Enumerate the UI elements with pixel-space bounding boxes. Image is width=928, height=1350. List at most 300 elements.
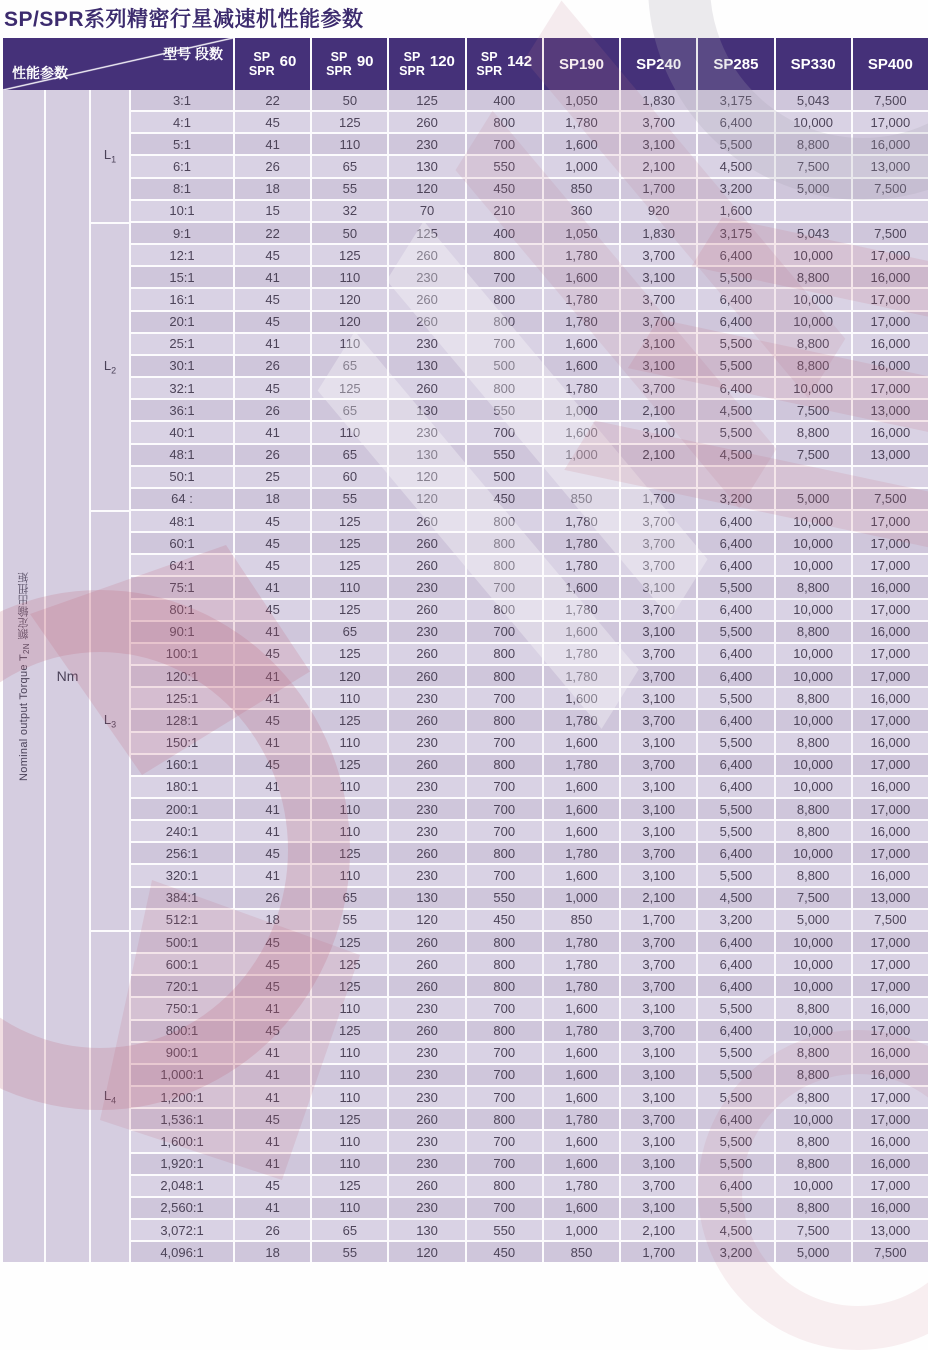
column-header-label: SP190 — [558, 55, 604, 73]
value-cell: 5,500 — [696, 1198, 773, 1218]
value-cell: 8,800 — [774, 422, 851, 442]
table-row — [131, 487, 928, 509]
value-cell: 110 — [310, 865, 387, 885]
value-cell: 800 — [465, 289, 542, 309]
value-cell: 260 — [387, 710, 464, 730]
value-cell: 45 — [233, 755, 310, 775]
value-cell: 3,700 — [619, 511, 696, 531]
value-cell: 700 — [465, 998, 542, 1018]
ratio-cell: 48:1 — [131, 511, 233, 531]
value-cell: 6,400 — [696, 976, 773, 996]
ratio-cell: 384:1 — [131, 888, 233, 908]
value-cell: 7,500 — [774, 156, 851, 176]
value-cell: 16,000 — [851, 334, 928, 354]
ratio-cell: 25:1 — [131, 334, 233, 354]
column-header-label: SP SPR 60 — [248, 49, 297, 78]
value-cell: 125 — [310, 1021, 387, 1041]
value-cell: 22 — [233, 90, 310, 110]
value-cell: 65 — [310, 1220, 387, 1240]
value-cell: 110 — [310, 733, 387, 753]
value-cell: 17,000 — [851, 799, 928, 819]
value-cell: 3,100 — [619, 799, 696, 819]
value-cell: 17,000 — [851, 644, 928, 664]
value-cell: 7,500 — [774, 445, 851, 465]
value-cell: 1,600 — [542, 1087, 619, 1107]
value-cell: 1,600 — [542, 733, 619, 753]
value-cell: 1,600 — [542, 134, 619, 154]
value-cell: 1,050 — [542, 223, 619, 243]
value-cell: 22 — [233, 223, 310, 243]
value-cell: 1,600 — [542, 865, 619, 885]
table-row — [131, 509, 928, 531]
page-title: SP/SPR系列精密行星减速机性能参数 — [4, 8, 364, 31]
value-cell: 110 — [310, 334, 387, 354]
table-row — [131, 930, 928, 952]
value-cell: 550 — [465, 888, 542, 908]
value-cell: 5,500 — [696, 622, 773, 642]
value-cell: 5,500 — [696, 733, 773, 753]
value-cell: 18 — [233, 179, 310, 199]
value-cell: 1,780 — [542, 378, 619, 398]
column-header — [542, 38, 619, 90]
value-cell: 700 — [465, 821, 542, 841]
value-cell: 110 — [310, 134, 387, 154]
stage-group-label: $L_3$ — [91, 510, 129, 930]
ratio-cell: 200:1 — [131, 799, 233, 819]
value-cell: 8,800 — [774, 1154, 851, 1174]
value-cell: 1,780 — [542, 600, 619, 620]
value-cell: 45 — [233, 644, 310, 664]
value-cell: 260 — [387, 1021, 464, 1041]
table-row — [131, 376, 928, 398]
value-cell: 5,500 — [696, 799, 773, 819]
value-cell: 1,600 — [542, 777, 619, 797]
value-cell: 110 — [310, 1154, 387, 1174]
value-cell: 550 — [465, 1220, 542, 1240]
value-cell: 230 — [387, 1154, 464, 1174]
value-cell — [851, 467, 928, 487]
table-row — [131, 686, 928, 708]
value-cell: 10,000 — [774, 245, 851, 265]
value-cell: 18 — [233, 489, 310, 509]
value-cell: 1,600 — [542, 1198, 619, 1218]
ratio-cell: 32:1 — [131, 378, 233, 398]
value-cell: 41 — [233, 1131, 310, 1151]
value-cell: 5,500 — [696, 334, 773, 354]
value-cell: 1,600 — [542, 1065, 619, 1085]
value-cell: 45 — [233, 843, 310, 863]
value-cell: 1,780 — [542, 976, 619, 996]
value-cell: 6,400 — [696, 710, 773, 730]
value-cell: 60 — [310, 467, 387, 487]
value-cell: 3,100 — [619, 267, 696, 287]
value-cell: 41 — [233, 267, 310, 287]
value-cell: 230 — [387, 821, 464, 841]
value-cell: 800 — [465, 245, 542, 265]
value-cell: 125 — [310, 976, 387, 996]
value-cell: 6,400 — [696, 666, 773, 686]
value-cell: 120 — [310, 666, 387, 686]
value-cell: 800 — [465, 533, 542, 553]
value-cell: 17,000 — [851, 1087, 928, 1107]
value-cell: 3,700 — [619, 600, 696, 620]
value-cell: 110 — [310, 1065, 387, 1085]
value-cell: 4,500 — [696, 888, 773, 908]
value-cell: 3,700 — [619, 755, 696, 775]
ratio-cell: 12:1 — [131, 245, 233, 265]
value-cell: 65 — [310, 400, 387, 420]
value-cell: 3,700 — [619, 112, 696, 132]
value-cell: 1,000 — [542, 156, 619, 176]
value-cell: 45 — [233, 245, 310, 265]
value-cell: 125 — [310, 1109, 387, 1129]
value-cell: 700 — [465, 334, 542, 354]
value-cell: 8,800 — [774, 334, 851, 354]
value-cell: 230 — [387, 1087, 464, 1107]
value-cell: 3,100 — [619, 356, 696, 376]
value-cell: 700 — [465, 777, 542, 797]
value-cell: 3,700 — [619, 289, 696, 309]
table-row — [131, 1196, 928, 1218]
ratio-cell: 1,536:1 — [131, 1109, 233, 1129]
value-cell: 3,175 — [696, 90, 773, 110]
value-cell: 3,200 — [696, 489, 773, 509]
value-cell: 1,830 — [619, 90, 696, 110]
value-cell: 260 — [387, 600, 464, 620]
value-cell: 8,800 — [774, 267, 851, 287]
value-cell: 3,700 — [619, 555, 696, 575]
value-cell: 41 — [233, 334, 310, 354]
value-cell: 2,100 — [619, 445, 696, 465]
value-cell: 230 — [387, 622, 464, 642]
ratio-cell: 1,000:1 — [131, 1065, 233, 1085]
table-row — [131, 1240, 928, 1262]
value-cell: 17,000 — [851, 710, 928, 730]
value-cell: 5,500 — [696, 1065, 773, 1085]
value-cell: 17,000 — [851, 289, 928, 309]
value-cell: 5,500 — [696, 1131, 773, 1151]
column-header-label: SP SPR 142 — [476, 49, 533, 78]
ratio-cell: 100:1 — [131, 644, 233, 664]
value-cell: 17,000 — [851, 600, 928, 620]
value-cell: 3,100 — [619, 422, 696, 442]
value-cell: 3,700 — [619, 666, 696, 686]
value-cell: 130 — [387, 156, 464, 176]
value-cell: 8,800 — [774, 1043, 851, 1063]
value-cell: 230 — [387, 998, 464, 1018]
value-cell: 800 — [465, 710, 542, 730]
value-cell: 17,000 — [851, 1109, 928, 1129]
table-header — [3, 38, 928, 90]
value-cell: 260 — [387, 312, 464, 332]
value-cell: 1,780 — [542, 932, 619, 952]
value-cell: 700 — [465, 688, 542, 708]
value-cell: 120 — [387, 467, 464, 487]
table-row — [131, 1019, 928, 1041]
value-cell: 5,500 — [696, 577, 773, 597]
table-row — [131, 620, 928, 642]
value-cell: 8,800 — [774, 799, 851, 819]
column-header-label: SP240 — [636, 55, 682, 73]
value-cell: 70 — [387, 201, 464, 221]
value-cell: 260 — [387, 666, 464, 686]
value-cell: 5,000 — [774, 910, 851, 930]
value-cell: 800 — [465, 644, 542, 664]
value-cell: 7,500 — [774, 1220, 851, 1240]
value-cell — [851, 201, 928, 221]
value-cell: 5,500 — [696, 865, 773, 885]
stage-group-label: $L_2$ — [91, 222, 129, 510]
value-cell: 10,000 — [774, 312, 851, 332]
value-cell: 230 — [387, 334, 464, 354]
value-cell: 16,000 — [851, 1043, 928, 1063]
value-cell: 10,000 — [774, 777, 851, 797]
value-cell: 8,800 — [774, 1087, 851, 1107]
value-cell: 450 — [465, 179, 542, 199]
value-cell: 6,400 — [696, 1176, 773, 1196]
ratio-cell: 720:1 — [131, 976, 233, 996]
torque-label: Nominal output Torque $T_{2N}$ 额定输出扭矩 — [17, 571, 31, 781]
value-cell: 7,500 — [774, 888, 851, 908]
value-cell: 230 — [387, 1131, 464, 1151]
column-header — [387, 38, 464, 90]
value-cell: 41 — [233, 998, 310, 1018]
value-cell: 120 — [387, 1242, 464, 1262]
value-cell: 17,000 — [851, 378, 928, 398]
ratio-cell: 10:1 — [131, 201, 233, 221]
value-cell: 18 — [233, 910, 310, 930]
value-cell: 4,500 — [696, 156, 773, 176]
value-cell: 120 — [310, 289, 387, 309]
value-cell: 130 — [387, 400, 464, 420]
value-cell: 41 — [233, 865, 310, 885]
value-cell: 8,800 — [774, 577, 851, 597]
value-cell: 7,500 — [851, 223, 928, 243]
value-cell: 8,800 — [774, 1131, 851, 1151]
value-cell: 260 — [387, 112, 464, 132]
value-cell: 850 — [542, 910, 619, 930]
value-cell: 1,700 — [619, 910, 696, 930]
table-row — [131, 132, 928, 154]
value-cell: 13,000 — [851, 400, 928, 420]
value-cell: 260 — [387, 644, 464, 664]
value-cell: 45 — [233, 1109, 310, 1129]
value-cell: 110 — [310, 1087, 387, 1107]
value-cell: 1,780 — [542, 555, 619, 575]
value-cell: 850 — [542, 179, 619, 199]
value-cell: 8,800 — [774, 733, 851, 753]
ratio-cell: 6:1 — [131, 156, 233, 176]
value-cell: 800 — [465, 1021, 542, 1041]
table-row — [131, 575, 928, 597]
value-cell: 230 — [387, 1043, 464, 1063]
value-cell: 3,700 — [619, 533, 696, 553]
value-cell: 3,700 — [619, 976, 696, 996]
value-cell: 260 — [387, 378, 464, 398]
value-cell: 6,400 — [696, 843, 773, 863]
value-cell: 8,800 — [774, 821, 851, 841]
value-cell: 17,000 — [851, 511, 928, 531]
ratio-cell: 36:1 — [131, 400, 233, 420]
ratio-cell: 2,560:1 — [131, 1198, 233, 1218]
value-cell: 550 — [465, 445, 542, 465]
column-header — [619, 38, 696, 90]
torque-label-column — [3, 90, 46, 1262]
ratio-cell: 240:1 — [131, 821, 233, 841]
value-cell: 6,400 — [696, 245, 773, 265]
value-cell: 41 — [233, 666, 310, 686]
value-cell: 3,700 — [619, 245, 696, 265]
ratio-cell: 125:1 — [131, 688, 233, 708]
ratio-cell: 4,096:1 — [131, 1242, 233, 1262]
value-cell: 130 — [387, 356, 464, 376]
value-cell: 17,000 — [851, 555, 928, 575]
value-cell: 3,100 — [619, 1087, 696, 1107]
value-cell: 16,000 — [851, 577, 928, 597]
value-cell: 3,200 — [696, 179, 773, 199]
value-cell: 16,000 — [851, 134, 928, 154]
value-cell: 16,000 — [851, 422, 928, 442]
rows-area — [131, 90, 928, 1262]
value-cell: 13,000 — [851, 445, 928, 465]
table-body — [3, 90, 928, 1262]
table-row — [131, 287, 928, 309]
value-cell: 1,700 — [619, 179, 696, 199]
value-cell: 1,600 — [696, 201, 773, 221]
value-cell: 13,000 — [851, 156, 928, 176]
value-cell: 3,200 — [696, 910, 773, 930]
value-cell: 360 — [542, 201, 619, 221]
value-cell: 17,000 — [851, 245, 928, 265]
column-header-label: SP SPR 120 — [399, 49, 455, 78]
value-cell: 16,000 — [851, 865, 928, 885]
value-cell — [696, 467, 773, 487]
value-cell: 17,000 — [851, 954, 928, 974]
value-cell: 700 — [465, 799, 542, 819]
ratio-cell: 150:1 — [131, 733, 233, 753]
value-cell: 6,400 — [696, 932, 773, 952]
value-cell: 850 — [542, 489, 619, 509]
table-row — [131, 398, 928, 420]
value-cell: 41 — [233, 688, 310, 708]
value-cell: 110 — [310, 422, 387, 442]
value-cell: 800 — [465, 555, 542, 575]
value-cell: 55 — [310, 179, 387, 199]
value-cell: 41 — [233, 1198, 310, 1218]
value-cell: 5,500 — [696, 998, 773, 1018]
value-cell: 2,100 — [619, 156, 696, 176]
value-cell: 5,043 — [774, 90, 851, 110]
table-row — [131, 221, 928, 243]
value-cell: 3,100 — [619, 733, 696, 753]
table-row — [131, 1218, 928, 1240]
value-cell: 230 — [387, 422, 464, 442]
ratio-cell: 9:1 — [131, 223, 233, 243]
value-cell: 5,500 — [696, 1087, 773, 1107]
value-cell: 8,800 — [774, 998, 851, 1018]
table-row — [131, 443, 928, 465]
value-cell: 1,600 — [542, 1154, 619, 1174]
value-cell: 32 — [310, 201, 387, 221]
value-cell: 3,700 — [619, 378, 696, 398]
value-cell: 8,800 — [774, 865, 851, 885]
value-cell: 700 — [465, 1131, 542, 1151]
value-cell: 5,500 — [696, 688, 773, 708]
ratio-cell: 160:1 — [131, 755, 233, 775]
value-cell: 125 — [310, 932, 387, 952]
value-cell: 6,400 — [696, 777, 773, 797]
value-cell: 500 — [465, 356, 542, 376]
value-cell: 17,000 — [851, 1176, 928, 1196]
value-cell: 700 — [465, 733, 542, 753]
table-row — [131, 465, 928, 487]
value-cell: 260 — [387, 932, 464, 952]
table-row — [131, 531, 928, 553]
value-cell: 260 — [387, 533, 464, 553]
value-cell: 1,780 — [542, 710, 619, 730]
value-cell: 55 — [310, 489, 387, 509]
column-header-label: SP400 — [867, 55, 913, 73]
value-cell: 41 — [233, 1087, 310, 1107]
value-cell: 16,000 — [851, 821, 928, 841]
value-cell: 230 — [387, 733, 464, 753]
value-cell: 5,500 — [696, 134, 773, 154]
corner-label-performance-params: 性能参数 — [12, 65, 68, 81]
value-cell: 700 — [465, 865, 542, 885]
value-cell: 260 — [387, 245, 464, 265]
value-cell: 800 — [465, 312, 542, 332]
value-cell: 45 — [233, 289, 310, 309]
table-row — [131, 1107, 928, 1129]
value-cell: 16,000 — [851, 1154, 928, 1174]
ratio-cell: 3:1 — [131, 90, 233, 110]
value-cell: 6,400 — [696, 755, 773, 775]
ratio-cell: 128:1 — [131, 710, 233, 730]
ratio-cell: 120:1 — [131, 666, 233, 686]
value-cell: 3,100 — [619, 688, 696, 708]
value-cell: 1,780 — [542, 533, 619, 553]
value-cell: 130 — [387, 1220, 464, 1240]
value-cell: 400 — [465, 223, 542, 243]
value-cell: 10,000 — [774, 644, 851, 664]
value-cell: 1,780 — [542, 666, 619, 686]
ratio-cell: 3,072:1 — [131, 1220, 233, 1240]
value-cell: 41 — [233, 134, 310, 154]
table-row — [131, 332, 928, 354]
value-cell: 26 — [233, 1220, 310, 1240]
value-cell: 3,700 — [619, 843, 696, 863]
value-cell: 26 — [233, 400, 310, 420]
value-cell: 45 — [233, 976, 310, 996]
value-cell: 45 — [233, 932, 310, 952]
value-cell: 1,000 — [542, 400, 619, 420]
value-cell: 110 — [310, 799, 387, 819]
value-cell: 110 — [310, 1131, 387, 1151]
value-cell: 26 — [233, 888, 310, 908]
table-row — [131, 553, 928, 575]
value-cell: 230 — [387, 134, 464, 154]
table-row — [131, 819, 928, 841]
value-cell: 6,400 — [696, 1021, 773, 1041]
stage-group-label: $L_1$ — [103, 147, 117, 165]
table-row — [131, 354, 928, 376]
value-cell: 3,100 — [619, 821, 696, 841]
ratio-cell: 900:1 — [131, 1043, 233, 1063]
value-cell: 700 — [465, 267, 542, 287]
ratio-cell: 90:1 — [131, 622, 233, 642]
value-cell: 10,000 — [774, 932, 851, 952]
value-cell: 1,780 — [542, 245, 619, 265]
